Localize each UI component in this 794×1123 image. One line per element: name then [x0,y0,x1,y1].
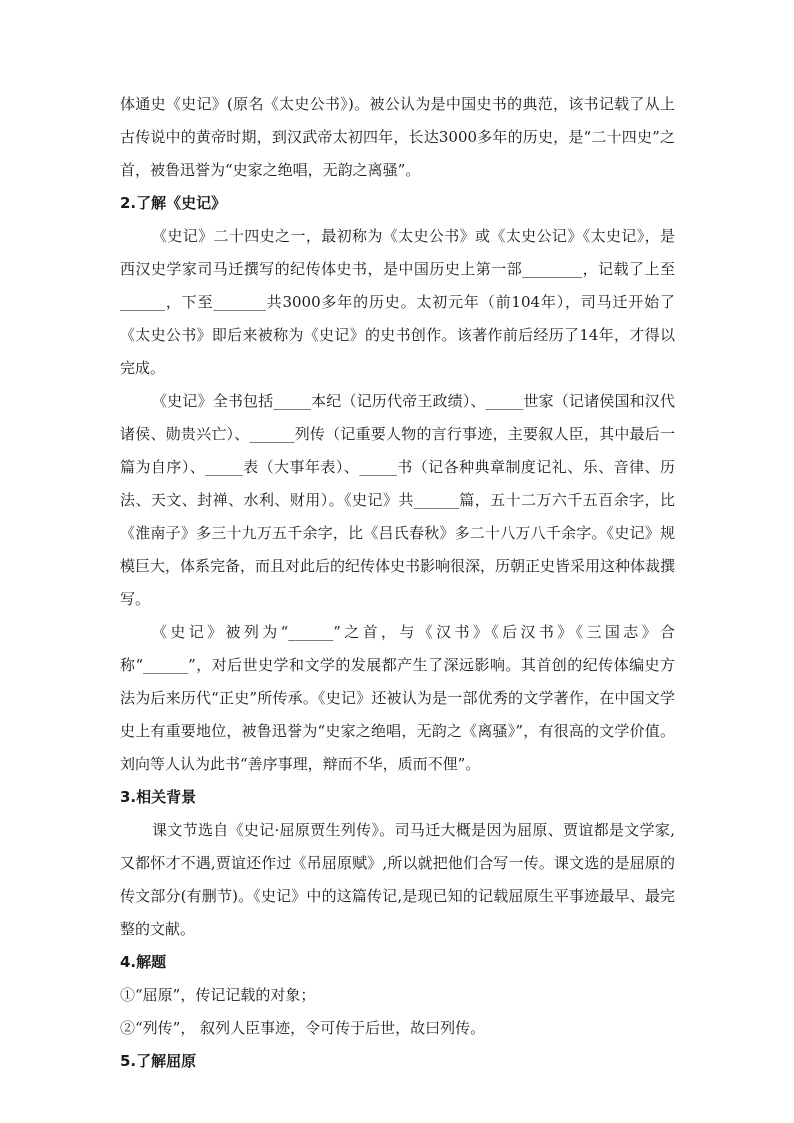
paragraph-shiji-structure: 《史记》全书包括_____本纪（记历代帝王政绩）、_____世家（记诸侯国和汉代诸侯、勋贵兴亡）、______列传（记重要人物的言行事迹，主要叙人臣，其中最后一篇为自序）、_____表（大事年表）、_____书（记各种典章制度记礼、乐、音律、历法、天文、封禅、水利、财用）。《史记》共______篇，五十二万六千五百余字，比《淮南子》多三十九万五千余字，比《吕氏春秋》多二十八万八千余字。《史记》规模巨大，体系完备，而且对此后的纪传体史书影响很深，历朝正史皆采用这种体裁撰写。 [120,392,676,608]
section-heading-understand-quyuan: 5.了解屈原 [120,1052,197,1070]
intro-paragraph: 体通史《史记》(原名《太史公书》)。被公认为是中国史书的典范，该书记载了从上古传说中的黄帝时期，到汉武帝太初四年，长达3000多年的历史，是“二十四史”之首，被鲁迅誉为“史家之绝唱，无韵之离骚”。 [120,95,675,179]
section-heading-understand-shiji: 2.了解《史记》 [120,194,227,212]
list-item: ①“屈原”，传记记载的对象； [120,986,316,1004]
document-body [120,88,675,1078]
paragraph-shiji-influence: 《史记》被列为“______”之首，与《汉书》《后汉书》《三国志》合称“______”，对后世史学和文学的发展都产生了深远影响。其首创的纪传体编史方法为后来历代“正史”所传承。《史记》还被认为是一部优秀的文学著作，在中国文学史上有重要地位，被鲁迅誉为“史家之绝唱，无韵之《离骚》”，有很高的文学价值。刘向等人认为此书“善序事理，辩而不华，质而不俚”。 [120,623,675,773]
paragraph-shiji-overview: 《史记》二十四史之一，最初称为《太史公书》或《太史公记》《太史记》，是西汉史学家司马迁撰写的纪传体史书，是中国历史上第一部________，记载了上至______，下至_______共3000多年的历史。太初元年（前104年），司马迁开始了《太史公书》即后来被称为《史记》的史书创作。该著作前后经历了14年，才得以完成。 [120,227,675,377]
section-heading-title-explanation: 4.解题 [120,953,167,971]
paragraph-background: 课文节选自《史记·屈原贾生列传》。司马迁大概是因为屈原、贾谊都是文学家,又都怀才不遇,贾谊还作过《吊屈原赋》,所以就把他们合写一传。课文选的是屈原的传文部分(有删节)。《史记》中的这篇传记,是现已知的记载屈原生平事迹最早、最完整的文献。 [120,821,675,938]
list-item: ②“列传”， 叙列人臣事迹，令可传于后世，故曰列传。 [120,1019,486,1037]
section-heading-background: 3.相关背景 [120,788,197,806]
